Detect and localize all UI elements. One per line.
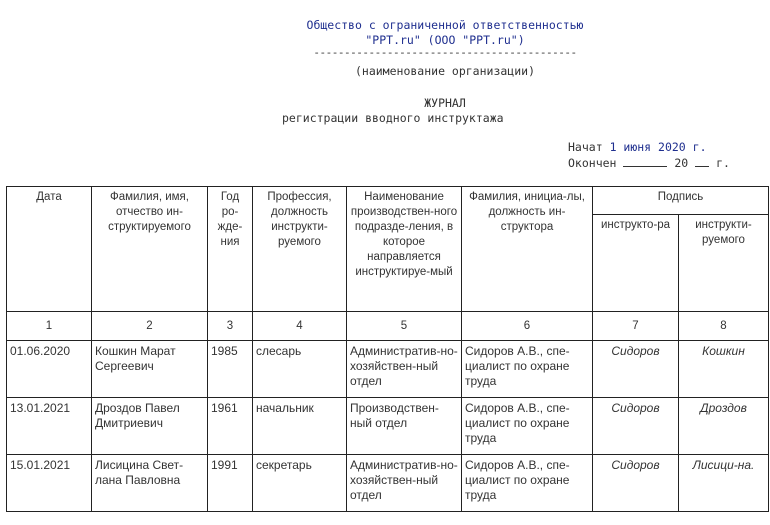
cell-year: 1961	[208, 398, 253, 455]
column-number: 3	[208, 312, 253, 341]
cell-fio: Дроздов Павел Дмитриевич	[92, 398, 208, 455]
cell-signature-trainee: Кошкин	[679, 341, 769, 398]
cell-instructor: Сидоров А.В., спе-циалист по охране труда	[462, 398, 593, 455]
org-name-line1: Общество с ограниченной ответственностью	[306, 18, 584, 32]
cell-department: Административ-но-хозяйствен-ный отдел	[347, 455, 462, 512]
journal-title: ЖУРНАЛ	[424, 96, 466, 110]
journal-table	[6, 186, 769, 512]
started-date: 1 июня 2020 г.	[609, 140, 707, 154]
org-underline: -------------------------------------------	[313, 46, 577, 59]
ended-year: 20	[674, 156, 689, 170]
cell-signature-trainee: Дроздов	[679, 398, 769, 455]
ended-label: Окончен	[568, 156, 617, 170]
cell-year: 1991	[208, 455, 253, 512]
header-instructor: Фамилия, инициа-лы, должность ин-структора	[462, 187, 593, 312]
cell-date: 13.01.2021	[7, 398, 92, 455]
cell-signature-instructor: Сидоров	[593, 455, 679, 512]
column-number: 5	[347, 312, 462, 341]
journal-subtitle: регистрации вводного инструктажа	[282, 111, 504, 125]
cell-signature-instructor: Сидоров	[593, 398, 679, 455]
cell-department: Административ-но-хозяйствен-ный отдел	[347, 341, 462, 398]
column-number: 2	[92, 312, 208, 341]
column-number: 8	[679, 312, 769, 341]
header-department: Наименование производствен-ного подразде-ления, в которое направляется инструктируе-мый	[347, 187, 462, 312]
cell-instructor: Сидоров А.В., спе-циалист по охране труда	[462, 455, 593, 512]
header-sig-instructor: инструкто-ра	[593, 214, 679, 311]
column-number: 6	[462, 312, 593, 341]
cell-profession: начальник	[253, 398, 347, 455]
ended-line	[568, 156, 730, 170]
ended-blank-year	[695, 156, 709, 167]
column-number: 7	[593, 312, 679, 341]
ended-suffix: г.	[716, 156, 730, 170]
org-name-line2: "PPT.ru" (ООО "PPT.ru")	[365, 33, 525, 47]
table-row	[7, 455, 769, 512]
column-number: 1	[7, 312, 92, 341]
cell-profession: слесарь	[253, 341, 347, 398]
cell-date: 01.06.2020	[7, 341, 92, 398]
cell-profession: секретарь	[253, 455, 347, 512]
table-row	[7, 398, 769, 455]
cell-fio: Кошкин Марат Сергеевич	[92, 341, 208, 398]
cell-fio: Лисицина Свет-лана Павловна	[92, 455, 208, 512]
table-row	[7, 341, 769, 398]
started-line	[568, 140, 707, 154]
cell-instructor: Сидоров А.В., спе-циалист по охране труда	[462, 341, 593, 398]
cell-department: Производствен-ный отдел	[347, 398, 462, 455]
column-numbers-row	[7, 312, 769, 341]
header-fio: Фамилия, имя, отчество ин-структируемого	[92, 187, 208, 312]
cell-signature-instructor: Сидоров	[593, 341, 679, 398]
header-profession: Профессия, должность инструкти-руемого	[253, 187, 347, 312]
header-sig-trainee: инструкти-руемого	[679, 214, 769, 311]
header-row-1	[7, 187, 769, 215]
header-year: Год ро-жде-ния	[208, 187, 253, 312]
column-number: 4	[253, 312, 347, 341]
ended-blank-date	[623, 156, 667, 167]
cell-date: 15.01.2021	[7, 455, 92, 512]
cell-year: 1985	[208, 341, 253, 398]
header-signature: Подпись	[593, 187, 769, 215]
org-caption: (наименование организации)	[354, 64, 535, 78]
cell-signature-trainee: Лисици-на.	[679, 455, 769, 512]
header-date: Дата	[7, 187, 92, 312]
started-label: Начат	[568, 140, 603, 154]
